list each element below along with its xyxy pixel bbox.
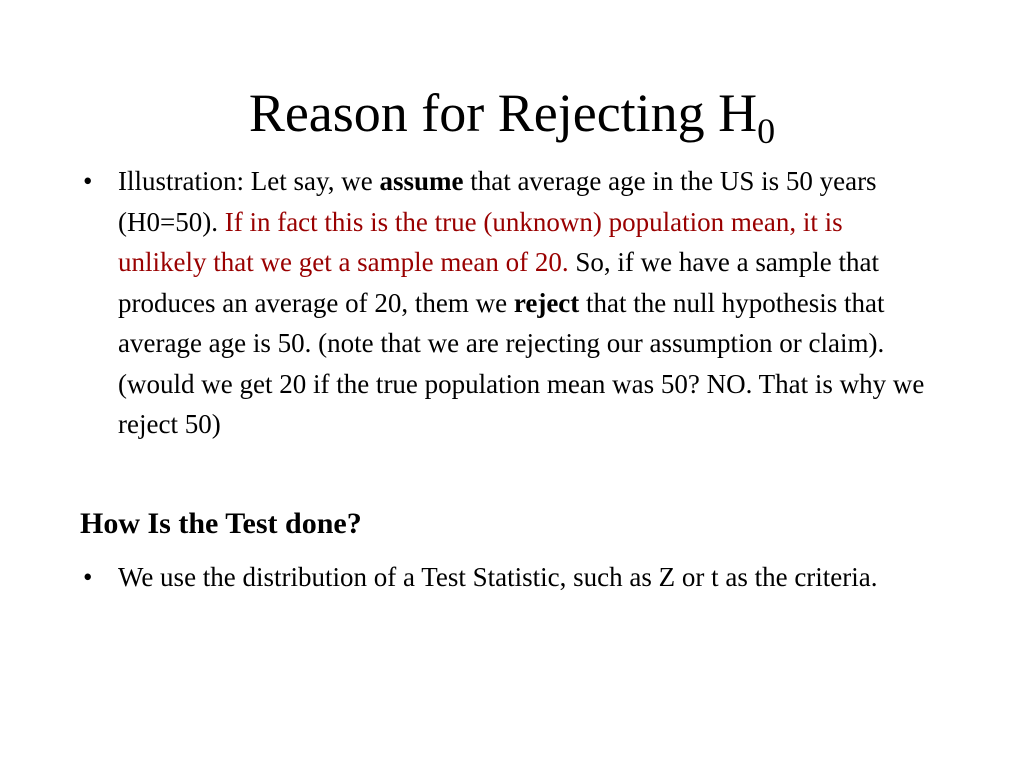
bullet-marker: • [83,166,93,196]
bullet-marker: • [83,562,93,592]
bold-word-assume: assume [379,166,464,196]
text-segment: So, if we have a sample that produces an average of 20, them we [118,247,880,318]
title-text: Reason for Rejecting H [248,83,758,143]
text-segment: that average age in the US is 50 years (H0=50). [118,166,877,237]
title-subscript: 0 [757,111,776,151]
section-heading: How Is the Test done? [80,507,362,540]
slide-title [0,78,1024,151]
bold-word-reject: reject [513,287,580,318]
text-segment: Illustration: Let say, we [118,166,380,196]
text-segment: that the null hypothesis that average age is 50. (note that we are rejecting our assumption or claim). (would we get 20 if the true population mean was 50? NO. That is why we reject 50) [118,287,925,439]
bullet-test-statistic-text: We use the distribution of a Test Statistic, such as Z or t as the criteria. [118,562,878,592]
highlighted-text: If in fact this is the true (unknown) population mean, it is unlikely that we get a sample mean of 20. [118,206,843,277]
bullet-illustration-text [118,161,928,445]
